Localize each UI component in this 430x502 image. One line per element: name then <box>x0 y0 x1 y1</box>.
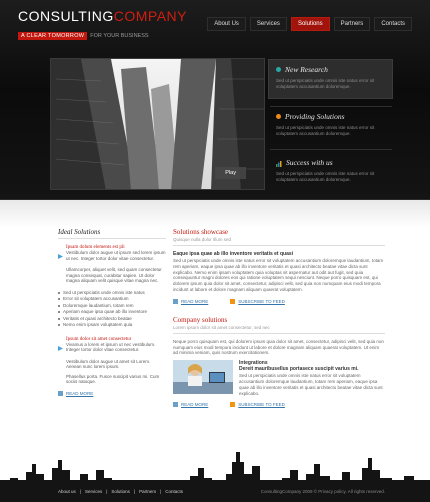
footer-link-contacts[interactable]: Contacts <box>165 489 184 494</box>
read-more-row <box>58 391 166 396</box>
separator: | <box>160 489 162 494</box>
sidebar-title: Ideal Solutions <box>58 228 101 236</box>
sidebar-block <box>58 245 166 261</box>
office-photo <box>173 360 233 394</box>
separator: | <box>79 489 81 494</box>
list-item-text: Error sit voluptatem accusantium <box>63 296 129 301</box>
bullet-icon <box>58 318 60 320</box>
integrations-block <box>173 360 385 396</box>
divider <box>270 106 392 107</box>
subscribe-link[interactable] <box>230 402 285 407</box>
bullet-icon <box>58 305 60 307</box>
teal-dot-icon <box>276 67 281 72</box>
content-area <box>0 200 430 434</box>
bullet-icon <box>58 292 60 294</box>
rss-icon <box>230 299 235 304</box>
copyright: ConsultingCompany 2009 © Privacy policy. All rights reserved. <box>260 489 385 494</box>
list-item[interactable] <box>58 322 166 329</box>
sidebar-link[interactable]: Ipsam dolum elements est pli <box>66 245 125 250</box>
bar-chart-icon <box>276 160 282 166</box>
arrow-icon <box>58 246 63 251</box>
section-text: Sed ut perspiciatis unde omnis iste natus error sit voluptatem accusantium doloremque laudantium, totam rem aperiam, eaque ipsa quae ab illo inventore veritatis et quasi architecto beatae vitae dicta sunt explicabo. Nemo enim ipsam voluptatem quia voluptas sit aspernatur aut odit aut fugit, sed quia consequuntur magni dolores eos qui ratione voluptatem sequi nesciunt. Neque porro quisquam est, qui dolorem ipsum quia dolor sit amet, consectetur, adipisci velit, sed quia non numquam eius modi tempora incidunt ut labore et dolore magnam aliquam quaerat voluptatem. <box>173 258 384 292</box>
footer <box>0 434 430 502</box>
feature-text: Sed ut perspiciatis unde omnis iste natus error sit voluptatem accusantium doloremque. <box>276 78 375 89</box>
play-button[interactable]: Play <box>215 167 246 179</box>
read-more-link[interactable]: READ MORE <box>66 390 94 396</box>
divider <box>173 245 385 246</box>
list-item-text: Nemo enim ipsam voluptatem quia <box>63 322 133 327</box>
footer-link-services[interactable]: Services <box>84 489 103 494</box>
logo-tagline-suffix: FOR YOUR BUSINESS <box>90 33 149 39</box>
read-more-icon <box>173 299 178 304</box>
section-lead: Eaque ipsa quae ab illo inventore veritatis et quasi <box>173 251 294 257</box>
logo-tagline: A CLEAR TOMORROW <box>18 32 87 40</box>
section-subtitle: Lorem ipsum dolor sit amet consectetur, sed nec <box>173 324 270 330</box>
integrations-lead: Dereit mauribusellus portasece suscipit varius mi. <box>239 366 359 373</box>
section-title: Solutions showcase <box>173 228 229 236</box>
sidebar-paragraph: Ullamcorper, aliquet velit, sed quam consectetur magna consequat, curabitur sapien. Ut dolor magna aliquam velit quisque vitae magna nec. <box>66 267 162 283</box>
section-text: Neque porro quisquam est, qui dolorem ipsum quia dolor sit amet, consectetur, adipisci velit, sed quia non numquam eius modi tempora incidunt ut labore et dolore magnam aliquam quaerat voluptatem. Ut enim ad minima veniam, quis nostrum exercitationem. <box>173 338 384 356</box>
read-more-label: READ MORE <box>181 402 209 408</box>
bullet-icon <box>58 311 60 313</box>
sidebar-paragraph: Vestibulum dolor augue ut amet sit Lorem. Aenean nunc lorem ipsum. <box>66 358 151 369</box>
header <box>0 0 430 200</box>
read-more-link[interactable] <box>173 402 208 407</box>
sidebar-list <box>58 290 166 329</box>
feature-title: Providing Solutions <box>285 112 345 121</box>
divider <box>173 333 385 334</box>
bullet-icon <box>58 324 60 326</box>
read-more-label: READ MORE <box>181 298 209 304</box>
logo-text-main: CONSULTING <box>18 8 114 24</box>
feature-title: Success with us <box>286 158 333 167</box>
feature-new-research[interactable] <box>276 65 392 90</box>
main-column <box>173 228 385 407</box>
feature-text: Sed ut perspiciatis unde omnis iste natus error sit voluptatem accusantium doloremque. <box>276 125 375 136</box>
subscribe-label: SUBSCRIBE TO FEED <box>238 402 285 408</box>
subscribe-link[interactable] <box>230 299 285 304</box>
bullet-icon <box>58 298 60 300</box>
rss-icon <box>230 402 235 407</box>
section-subtitle: Quisque nulla dolor Illum sed <box>173 237 232 242</box>
sidebar-link[interactable]: Ipsum dolor sit amet consectetur <box>66 336 132 342</box>
feature-title: New Research <box>285 65 328 74</box>
feature-providing-solutions[interactable] <box>276 112 392 137</box>
orange-dot-icon <box>276 114 281 119</box>
nav-partners[interactable]: Partners <box>334 17 371 31</box>
list-item-text: Veritatis et quasi architecto beatae <box>63 315 132 321</box>
arrow-icon <box>58 338 63 343</box>
link-row <box>173 299 385 304</box>
nav-services[interactable]: Services <box>250 17 287 31</box>
integrations-text: Sed ut perspiciatis unde omnis iste natus error sit voluptatem accusantium doloremque laudantium, totam rem aperiam, eaque ipsa quae ab illo inventore veritatis et quasi architecto beatae vitae dicta sunt explicabo. <box>239 373 383 396</box>
subscribe-label: SUBSCRIBE TO FEED <box>238 298 285 304</box>
feature-text: Sed ut perspiciatis unde omnis iste natus error sit voluptatem accusantium doloremque. <box>276 171 375 182</box>
link-row <box>173 402 385 407</box>
read-more-icon <box>173 402 178 407</box>
footer-nav <box>58 489 183 494</box>
footer-link-solutions[interactable]: Solutions <box>111 489 130 494</box>
section-title: Company solutions <box>173 315 228 324</box>
sidebar-paragraph: Phasellus porta. Fusce suscipit varius mi. Cum sociis natoque. <box>66 373 160 384</box>
list-item-text: Aperiam eaque ipsa quae ab illo inventore <box>63 309 148 314</box>
sidebar <box>58 228 166 396</box>
footer-link-partners[interactable]: Partners <box>139 489 157 494</box>
sidebar-text: Vestibulum dolor augue ut ipsum sed lorem ipsum ut nec. Integer tortor dolor vitae consectetur. <box>66 250 166 261</box>
feature-success[interactable] <box>276 158 392 183</box>
read-more-icon <box>58 391 63 396</box>
nav-contacts[interactable]: Contacts <box>374 17 412 31</box>
main-nav <box>207 17 412 31</box>
logo[interactable] <box>18 8 187 42</box>
hero-image <box>50 58 265 190</box>
divider <box>58 238 166 239</box>
integrations-title: Integrations <box>239 360 268 367</box>
sidebar-text: Vivamus a lorem et ipsum ut nec vestibulum. Integer tortor dolor vitae consectetur. <box>66 341 156 352</box>
nav-about-us[interactable]: About Us <box>207 17 246 31</box>
footer-link-about[interactable]: About us <box>58 489 76 494</box>
read-more-link[interactable] <box>173 299 208 304</box>
separator: | <box>133 489 136 494</box>
list-item-text: Sed ut perspiciatis unde omnis iste natus <box>63 289 145 295</box>
sidebar-block <box>58 337 166 353</box>
divider <box>270 149 392 150</box>
separator: | <box>106 489 108 494</box>
nav-solutions[interactable]: Solutions <box>291 17 330 31</box>
logo-text-accent: COMPANY <box>113 8 187 24</box>
list-item-text: Doloremque laudantium, totam rem <box>63 302 134 308</box>
